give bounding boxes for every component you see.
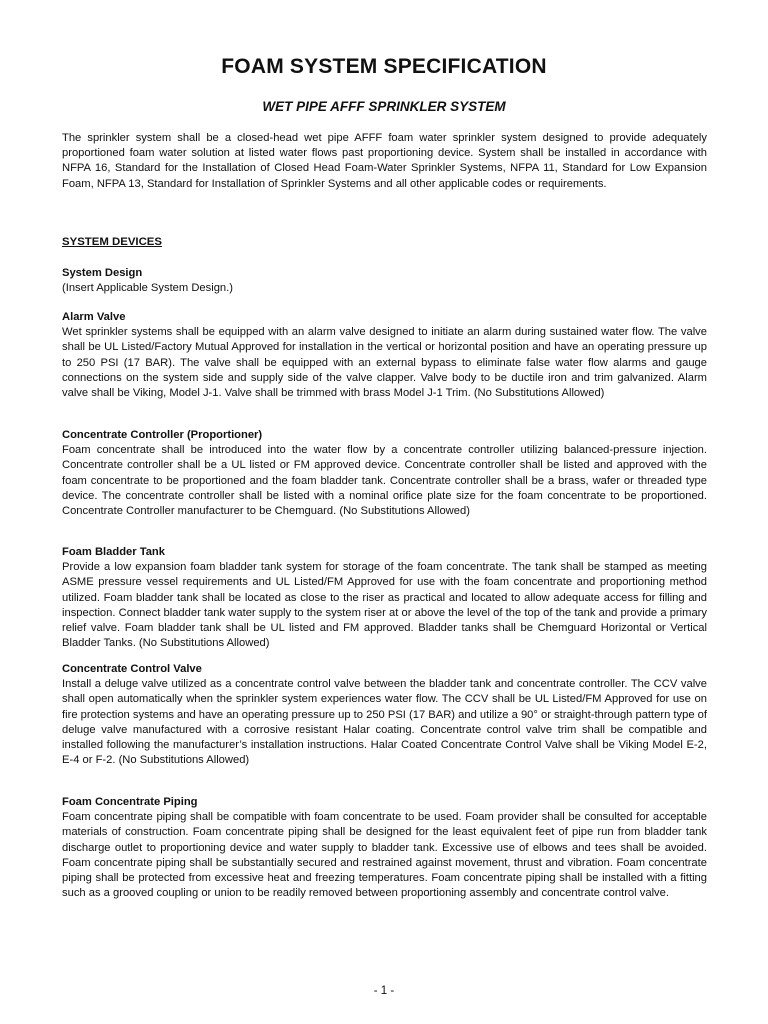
section-heading: Concentrate Control Valve	[62, 663, 202, 675]
section-heading: Foam Bladder Tank	[62, 546, 165, 558]
section-heading: Concentrate Controller (Proportioner)	[62, 429, 263, 441]
document-title: FOAM SYSTEM SPECIFICATION	[221, 55, 547, 78]
section-text: Foam concentrate piping shall be compatible with foam concentrate to be used. Foam provider shall be consulted for acceptable materials of construction. Foam concentrate piping shall be designed for the least equivalent feet of pipe run from bladder tank discharge outlet to proportioning device and water supply to bladder tank. Excessive use of elbows and tees shall be avoided. Foam concentrate piping shall be substantially secured and restrained against movement, thrust and vibration. Foam concentrate piping shall be protected from excessive heat and freezing temperatures. Foam concentrate piping shall be installed with a fitting such as a grooved coupling or union to be readily removed between proportioning assembly and concentrate control valve.	[62, 811, 707, 900]
section-heading: Alarm Valve	[62, 311, 126, 323]
section-text: Foam concentrate shall be introduced into the water flow by a concentrate controller utilizing balanced-pressure injection. Concentrate controller shall be a UL listed or FM approved device. Concentrate controller shall be listed and approved with the foam concentrate to be proportioned and the foam bladder tank. Concentrate controller shall be a brass, wafer or threaded type device. The concentrate controller shall be listed with a nominal orifice plate size for the foam concentrate to be proportioned. Concentrate Controller manufacturer to be Chemguard. (No Substitutions Allowed)	[62, 444, 707, 518]
section-foam-concentrate-piping	[62, 795, 707, 901]
section-foam-bladder-tank	[62, 545, 707, 651]
section-alarm-valve	[62, 310, 707, 401]
section-heading-system-devices: SYSTEM DEVICES	[62, 236, 163, 248]
section-text: Provide a low expansion foam bladder tank system for storage of the foam concentrate. The tank shall be stamped as meeting ASME pressure vessel requirements and UL Listed/FM Approved for use with the foam concentrate and proportioning method utilized. Foam bladder tank shall be located as close to the riser as practical and located to allow adequate access for filling and inspection. Connect bladder tank water supply to the system riser at or above the level of the top of the tank and provide a primary relief valve. Foam bladder tank shall be UL listed and FM approved. Bladder tanks shall be Chemguard Horizontal or Vertical Bladder Tanks. (No Substitutions Allowed)	[62, 561, 707, 650]
section-heading: Foam Concentrate Piping	[62, 796, 198, 808]
section-text: (Insert Applicable System Design.)	[62, 282, 233, 295]
intro-paragraph: The sprinkler system shall be a closed-head wet pipe AFFF foam water sprinkler system designed to provide adequately proportioned foam water solution at listed water flows past proportioning device. System shall be installed in accordance with NFPA 16, Standard for the Installation of Closed Head Foam-Water Sprinkler Systems, NFPA 11, Standard for Low Expansion Foam, NFPA 13, Standard for Installation of Sprinkler Systems and all other applicable codes or requirements.	[62, 132, 707, 190]
section-concentrate-control-valve	[62, 662, 707, 768]
section-concentrate-controller	[62, 428, 707, 519]
page-number: - 1 -	[373, 985, 395, 997]
section-text: Install a deluge valve utilized as a concentrate control valve between the bladder tank and concentrate controller. The CCV valve shall open automatically when the sprinkler system experiences water flow. The CCV shall be UL Listed/FM Approved for use on fire protection systems and have an operating pressure up to 250 PSI (17 BAR) and utilize a 90° or straight-through pattern type of deluge valve manufactured with a corrosive resistant Halar coating. Concentrate control valve trim shall be compatible and installed following the manufacturer’s installation instructions. Halar Coated Concentrate Control Valve shall be Viking Model E-2, E-4 or F-2. (No Substitutions Allowed)	[62, 678, 708, 767]
document-subtitle: WET PIPE AFFF SPRINKLER SYSTEM	[262, 99, 506, 114]
section-system-design	[62, 266, 707, 296]
section-text: Wet sprinkler systems shall be equipped with an alarm valve designed to initiate an alarm during sustained water flow. The valve shall be UL Listed/Factory Mutual Approved for installation in the vertical or horizontal position and have an operating pressure up to 250 PSI (17 BAR). The valve shall be equipped with an external bypass to eliminate false water flow alarms and gauge connections on the system side and supply side of the valve clapper. Valve body to be ductile iron and trim galvanized. Alarm valve shall be Viking, Model J-1. Valve shall be trimmed with brass Model J-1 Trim. (No Substitutions Allowed)	[62, 326, 707, 400]
section-heading: System Design	[62, 267, 143, 279]
